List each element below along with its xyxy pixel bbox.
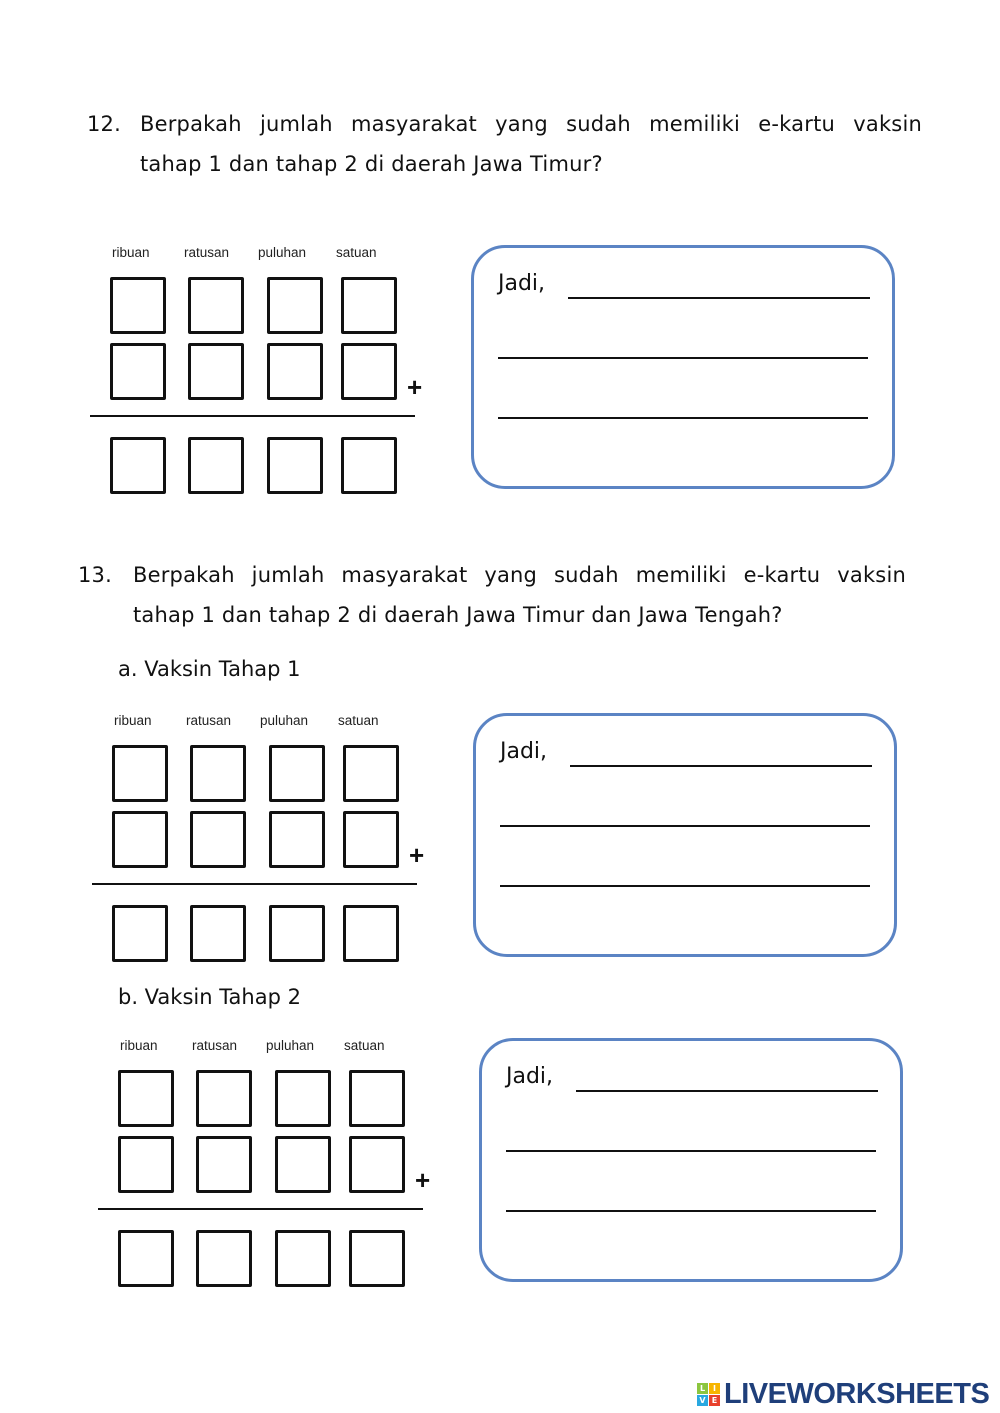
question-text-line2: tahap 1 dan tahap 2 di daerah Jawa Timur? xyxy=(140,152,603,176)
question-text-line1: Berpakah jumlah masyarakat yang sudah memiliki e-kartu vaksin xyxy=(140,112,922,136)
place-value-label: puluhan xyxy=(266,1038,315,1053)
addition-block-1 xyxy=(0,0,1000,402)
sum-line xyxy=(90,415,415,417)
plus-sign: + xyxy=(409,840,425,870)
addend1-digit-box[interactable] xyxy=(341,277,397,334)
part-a-label: a. Vaksin Tahap 1 xyxy=(118,657,301,681)
addend1-digit-box[interactable] xyxy=(196,1070,252,1127)
addend2-digit-box[interactable] xyxy=(196,1136,252,1193)
addend1-digit-box[interactable] xyxy=(118,1070,174,1127)
question-number: 12. xyxy=(87,112,121,136)
sum-digit-box[interactable] xyxy=(349,1230,405,1287)
sum-digit-box[interactable] xyxy=(196,1230,252,1287)
answer-prefix: Jadi, xyxy=(498,271,546,296)
addend1-digit-box[interactable] xyxy=(267,277,323,334)
plus-sign: + xyxy=(407,372,423,402)
addend2-digit-box[interactable] xyxy=(110,343,166,400)
place-value-label: satuan xyxy=(344,1038,385,1053)
answer-prefix: Jadi, xyxy=(500,739,548,764)
addend2-digit-box[interactable] xyxy=(349,1136,405,1193)
place-value-label: ratusan xyxy=(192,1038,238,1053)
addend2-digit-box[interactable] xyxy=(267,343,323,400)
place-value-label: satuan xyxy=(338,713,379,728)
addend1-digit-box[interactable] xyxy=(110,277,166,334)
place-value-label: ribuan xyxy=(114,713,152,728)
answer-line[interactable] xyxy=(498,417,868,419)
addition-block-2 xyxy=(2,468,1000,870)
addend2-digit-box[interactable] xyxy=(188,343,244,400)
plus-sign: + xyxy=(415,1165,431,1195)
sum-line xyxy=(98,1208,423,1210)
addend1-digit-box[interactable] xyxy=(275,1070,331,1127)
question-text-line1: Berpakah jumlah masyarakat yang sudah memiliki e-kartu vaksin xyxy=(133,563,906,587)
logo-tiles-icon: L I V E xyxy=(697,1383,720,1406)
liveworksheets-logo xyxy=(697,1378,989,1411)
place-value-label: satuan xyxy=(336,245,377,260)
answer-line[interactable] xyxy=(506,1150,876,1152)
place-value-label: ribuan xyxy=(112,245,150,260)
sum-digit-box[interactable] xyxy=(275,1230,331,1287)
part-b-label: b. Vaksin Tahap 2 xyxy=(118,985,301,1009)
answer-line[interactable] xyxy=(576,1090,878,1092)
question-text-line2: tahap 1 dan tahap 2 di daerah Jawa Timur dan Jawa Tengah? xyxy=(133,603,783,627)
place-value-label: ratusan xyxy=(186,713,232,728)
answer-line[interactable] xyxy=(568,297,870,299)
addend1-digit-box[interactable] xyxy=(188,277,244,334)
place-value-label: puluhan xyxy=(258,245,307,260)
answer-line[interactable] xyxy=(498,357,868,359)
answer-prefix: Jadi, xyxy=(506,1064,554,1089)
place-value-label: ribuan xyxy=(120,1038,158,1053)
addend2-digit-box[interactable] xyxy=(275,1136,331,1193)
logo-text: LIVEWORKSHEETS xyxy=(724,1378,990,1410)
place-value-label: puluhan xyxy=(260,713,309,728)
addend1-digit-box[interactable] xyxy=(349,1070,405,1127)
addend2-digit-box[interactable] xyxy=(118,1136,174,1193)
question-number: 13. xyxy=(78,563,112,587)
answer-line[interactable] xyxy=(506,1210,876,1212)
answer-line[interactable] xyxy=(570,765,872,767)
place-value-label: ratusan xyxy=(184,245,230,260)
addition-block-3 xyxy=(8,793,1000,1195)
sum-digit-box[interactable] xyxy=(118,1230,174,1287)
addend2-digit-box[interactable] xyxy=(341,343,397,400)
